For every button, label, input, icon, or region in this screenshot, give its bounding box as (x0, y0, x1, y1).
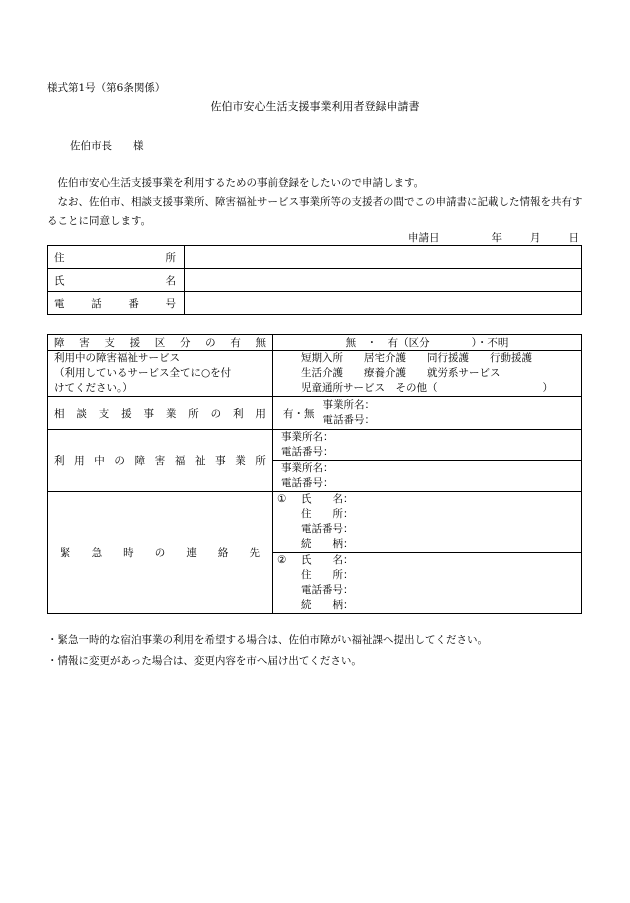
address-label: 住 所 (48, 246, 185, 269)
welfare-row (48, 430, 582, 492)
welfare-entry-1[interactable]: 事業所名： 電話番号： (281, 431, 334, 458)
consult-value[interactable] (273, 397, 582, 430)
disability-label: 障 害 支 援 区 分 の 有 無 (48, 335, 273, 351)
application-date-label: 申請日 (408, 232, 440, 244)
phone-field[interactable] (185, 292, 582, 315)
emergency-row (48, 492, 582, 614)
applicant-table (47, 245, 582, 315)
intro-text (47, 174, 587, 231)
date-month: 月 (530, 232, 541, 244)
services-line-2[interactable]: 生活介護 療養介護 就労系サービス (301, 367, 501, 379)
welfare-label: 利 用 中 の 障 害 福 祉 事 業 所 (48, 430, 273, 492)
name-field[interactable] (185, 269, 582, 292)
emergency-contact-2[interactable]: ② 氏 名： 住 所： 電話番号： 続 柄： (273, 552, 581, 613)
intro-line-2: なお、佐伯市、相談支援事業所、障害福祉サービス事業所等の支援者の間でこの申請書に記載した情報を共有することに同意します。 (47, 196, 583, 227)
note-1: ・緊急一時的な宿泊事業の利用を希望する場合は、佐伯市障がい福祉課へ提出してください。 (47, 634, 488, 646)
document-title: 佐伯市安心生活支援事業利用者登録申請書 (210, 100, 420, 113)
intro-line-1: 佐伯市安心生活支援事業を利用するための事前登録をしたいので申請します。 (47, 177, 425, 189)
address-row (48, 246, 582, 269)
consult-phone[interactable]: 電話番号： (322, 414, 375, 426)
application-date (408, 230, 579, 245)
services-row (48, 351, 582, 397)
emergency-value (273, 492, 582, 614)
note-2: ・情報に変更があった場合は、変更内容を市へ届け出てください。 (47, 655, 362, 667)
consult-office[interactable]: 事業所名： (322, 399, 375, 411)
date-year: 年 (491, 232, 502, 244)
disability-row (48, 335, 582, 351)
welfare-entry-2[interactable]: 事業所名： 電話番号： (273, 460, 581, 491)
services-options[interactable] (273, 351, 582, 397)
services-line-3[interactable]: 児童通所サービス その他（ ） (301, 382, 553, 394)
disability-value[interactable]: 無 ・ 有（区分 ）・不明 (273, 335, 582, 351)
name-row (48, 269, 582, 292)
services-line-1[interactable]: 短期入所 居宅介護 同行援護 行動援護 (301, 352, 532, 364)
emergency-contact-1[interactable]: ① 氏 名： 住 所： 電話番号： 続 柄： (277, 493, 354, 550)
consult-row (48, 397, 582, 430)
phone-row (48, 292, 582, 315)
notes (47, 630, 488, 672)
addressee: 佐伯市長 様 (70, 140, 144, 152)
date-day: 日 (568, 232, 579, 244)
name-label: 氏 名 (48, 269, 185, 292)
services-label: 利用中の障害福祉サービス （利用しているサービス全てに○を付 けてください。） (48, 351, 273, 397)
emergency-label: 緊 急 時 の 連 絡 先 (48, 492, 273, 614)
form-number: 様式第1号（第6条関係） (47, 82, 166, 94)
details-table (47, 334, 582, 614)
phone-label: 電 話 番 号 (48, 292, 185, 315)
consult-yes-no[interactable]: 有・無 (283, 407, 315, 420)
address-field[interactable] (185, 246, 582, 269)
consult-label: 相 談 支 援 事 業 所 の 利 用 (48, 397, 273, 430)
welfare-value (273, 430, 582, 492)
